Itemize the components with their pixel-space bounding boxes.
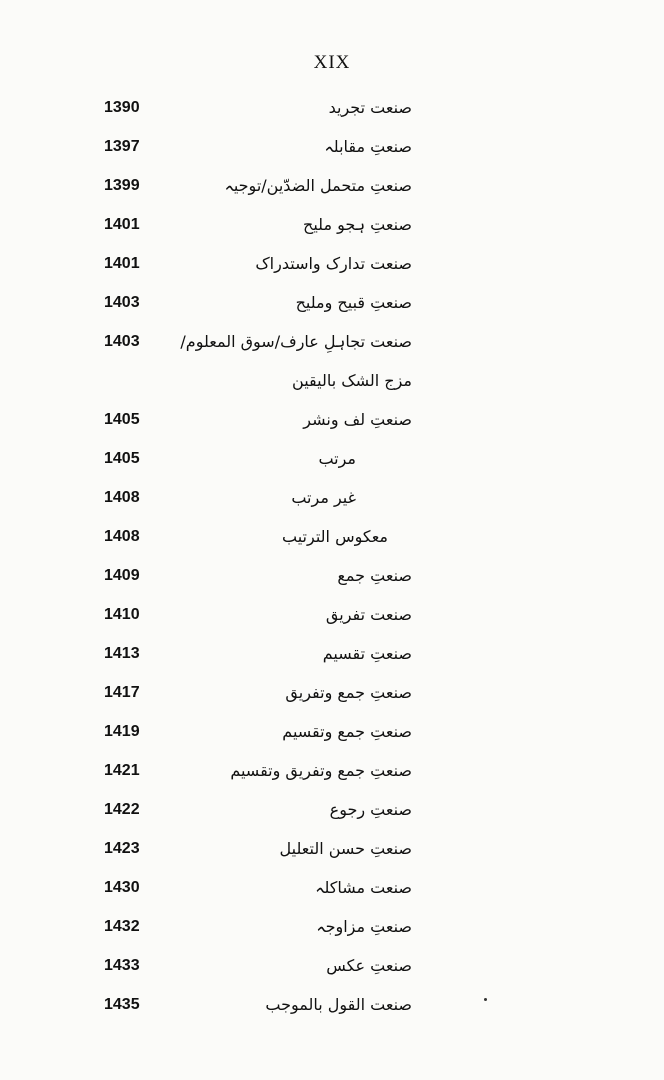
- toc-row: [0, 640, 664, 668]
- toc-entry-title: صنعتِ مقابلہ: [324, 137, 412, 156]
- toc-entry-title: صنعت مشاکلہ: [315, 878, 412, 897]
- toc-page-number: 1423: [104, 840, 140, 857]
- toc-row: [0, 94, 664, 122]
- toc-entry-title: صنعتِ جمع وتفریق: [285, 683, 412, 702]
- toc-entry-title: صنعت تدارک واستدراک: [255, 254, 412, 273]
- toc-page-number: 1409: [104, 567, 140, 584]
- toc-row: [0, 757, 664, 785]
- toc-page-number: 1422: [104, 801, 140, 818]
- toc-page-number: 1390: [104, 99, 140, 116]
- ink-speck: [484, 998, 487, 1001]
- toc-row: [0, 913, 664, 941]
- toc-entry-title: صنعت تجاہلِ عارف/سوق المعلوم/: [180, 332, 412, 351]
- toc-row: [0, 874, 664, 902]
- toc-row: [0, 211, 664, 239]
- toc-entry-title: صنعتِ حسن التعلیل: [279, 839, 412, 858]
- toc-entry-title: معکوس الترتیب: [282, 527, 388, 546]
- toc-entry-title: غیر مرتب: [291, 488, 356, 507]
- toc-entry-title: صنعتِ جمع وتفریق وتقسیم: [230, 761, 412, 780]
- toc-page-number: 1403: [104, 294, 140, 311]
- toc-entry-title: مزج الشک بالیقین: [292, 371, 412, 390]
- toc-entry-title: صنعتِ متحمل الضدّین/توجیہ: [224, 176, 412, 195]
- toc-entry-title: صنعتِ مزاوجہ: [316, 917, 412, 936]
- toc-row: [0, 172, 664, 200]
- toc-entry-title: صنعت القول بالموجب: [265, 995, 412, 1014]
- toc-page-number: 1408: [104, 528, 140, 545]
- toc-entry-title: صنعتِ عکس: [326, 956, 412, 975]
- toc-row: [0, 952, 664, 980]
- toc-row: [0, 523, 664, 551]
- toc-page-number: 1432: [104, 918, 140, 935]
- toc-page-number: 1403: [104, 333, 140, 350]
- toc-page-number: 1408: [104, 489, 140, 506]
- toc-entry-title: صنعتِ قبیح وملیح: [295, 293, 412, 312]
- toc-page-number: 1405: [104, 411, 140, 428]
- toc-row: [0, 679, 664, 707]
- toc-page-number: 1421: [104, 762, 140, 779]
- toc-page-number: 1419: [104, 723, 140, 740]
- toc-entry-title: صنعت تفریق: [325, 605, 412, 624]
- toc-entry-title: صنعتِ جمع وتقسیم: [282, 722, 412, 741]
- toc-entry-title: صنعتِ رجوع: [329, 800, 412, 819]
- toc-row: [0, 484, 664, 512]
- toc-row: [0, 718, 664, 746]
- toc-row: [0, 835, 664, 863]
- toc-page-number: 1399: [104, 177, 140, 194]
- toc-row: [0, 406, 664, 434]
- toc-page-number: 1397: [104, 138, 140, 155]
- toc-page-number: 1401: [104, 216, 140, 233]
- page-header-number: XIX: [313, 52, 351, 73]
- toc-entry-title: صنعتِ لف ونشر: [303, 410, 412, 429]
- toc-page-number: 1417: [104, 684, 140, 701]
- toc-entry-title: مرتب: [318, 449, 356, 468]
- toc-row: [0, 562, 664, 590]
- toc-page-number: 1430: [104, 879, 140, 896]
- toc-page-number: 1401: [104, 255, 140, 272]
- toc-entry-title: صنعتِ تقسیم: [322, 644, 412, 663]
- toc-row: [0, 367, 664, 395]
- toc-page-number: 1410: [104, 606, 140, 623]
- toc-page-number: 1413: [104, 645, 140, 662]
- toc-row: [0, 289, 664, 317]
- toc-entry-title: صنعتِ جمع: [337, 566, 412, 585]
- toc-page-number: 1433: [104, 957, 140, 974]
- toc-row: [0, 601, 664, 629]
- toc-page-number: 1405: [104, 450, 140, 467]
- toc-row: [0, 133, 664, 161]
- toc-row: [0, 991, 664, 1019]
- toc-page-number: 1435: [104, 996, 140, 1013]
- toc-row: [0, 250, 664, 278]
- toc-row: [0, 796, 664, 824]
- toc-entry-title: صنعتِ ہجو ملیح: [302, 215, 412, 234]
- toc-row: [0, 445, 664, 473]
- toc-row: [0, 328, 664, 356]
- toc-entry-title: صنعت تجرید: [328, 98, 412, 117]
